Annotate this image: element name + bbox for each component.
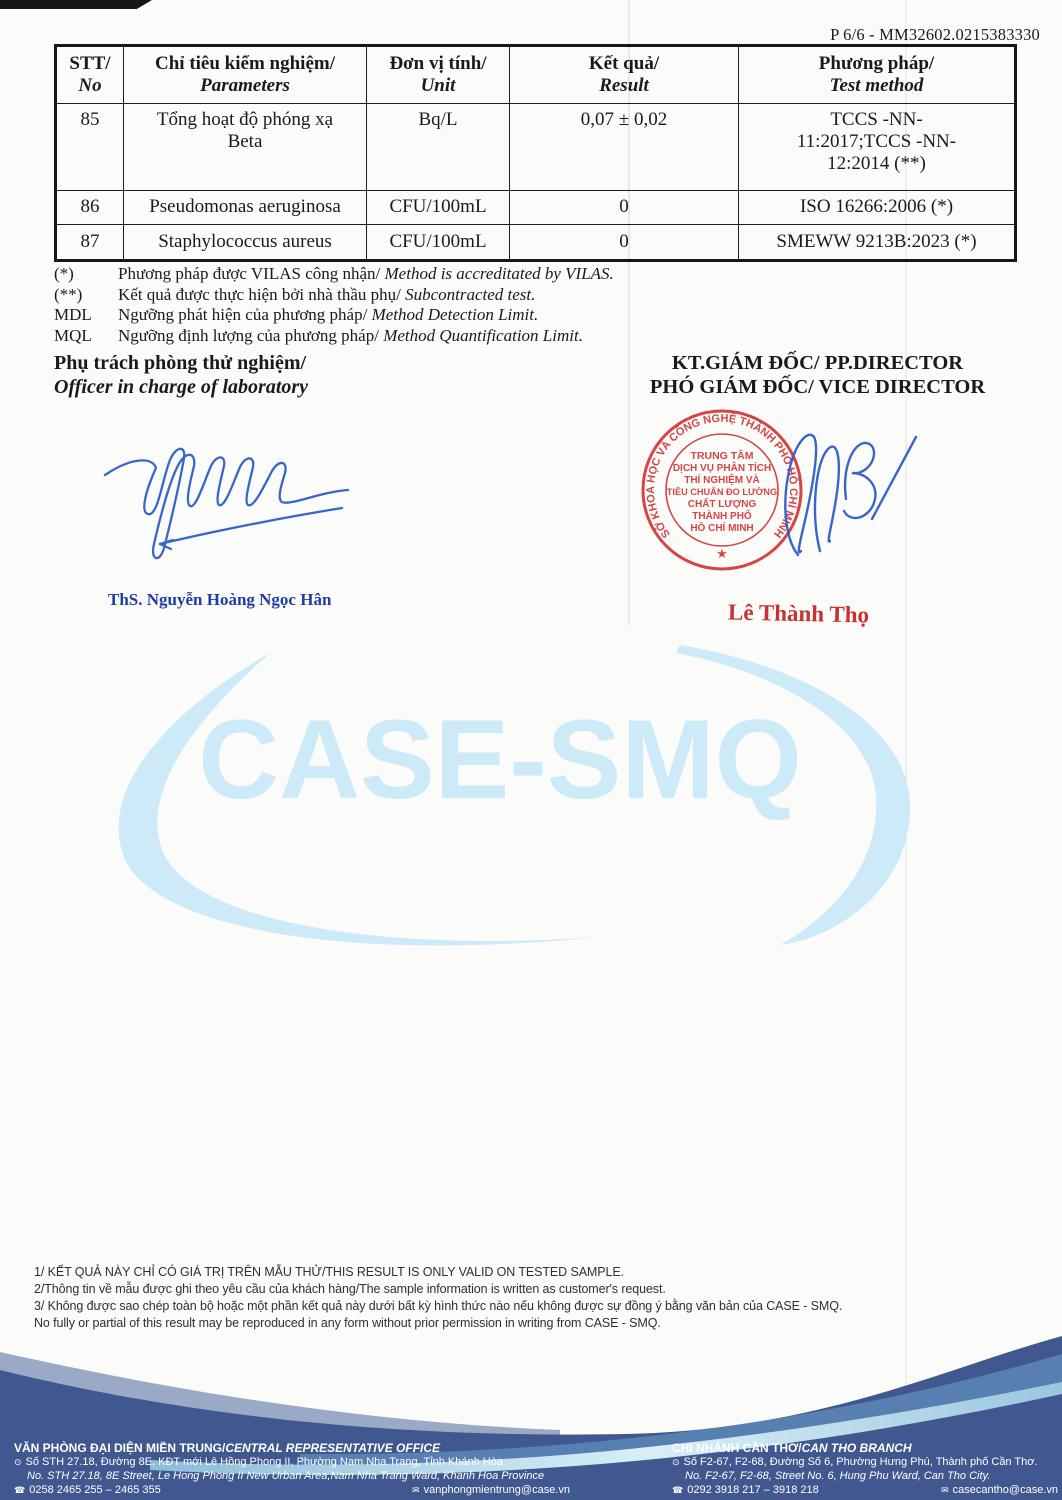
address-vn-text: Số STH 27.18, Đường 8E, KĐT mới Lê Hồng Phong II, Phường Nam Nha Trang, Tỉnh Khánh Hòa [25,1455,503,1468]
row-unit: CFU/100mL [389,196,487,218]
phone-icon: ☎ [672,1485,684,1496]
row-method: ISO 16266:2006 (*) [799,196,954,218]
col-header-parameter-vn: Chỉ tiêu kiểm nghiệm/ [155,52,335,74]
director-signature [770,415,930,565]
case-smq-watermark [40,615,980,960]
office-address-vn [14,1456,570,1471]
email-entry [941,1484,1058,1499]
table-row-86-no [57,191,124,225]
footnote-subcontracted [54,285,614,306]
office-title-en: CENTRAL REPRESENTATIVE OFFICE [225,1441,441,1455]
phone-number: 0292 3918 217 – 3918 218 [687,1483,819,1496]
table-row-87-no [57,225,124,259]
table-row-87-method [739,225,1014,259]
footnote-marker: MQL [54,325,92,345]
row-unit: CFU/100mL [389,230,487,252]
table-row-85-method [739,104,1014,191]
location-pin-icon: ⊙ [14,1457,22,1468]
footnote-marker: MDL [54,305,92,325]
note-line: 2/Thông tin về mẫu được ghi theo yêu cầu của khách hàng/The sample information is written as customer's request. [34,1282,666,1296]
footnote-en: Subcontracted test. [405,284,536,304]
stamp-center-line: DỊCH VỤ PHÂN TÍCH [672,463,772,474]
col-header-unit [367,47,510,104]
office-can-tho-branch [672,1442,1058,1498]
col-header-result [510,47,739,104]
stamp-center-line: THÍ NGHIỆM VÀ [684,475,760,486]
note-line: 1/ KẾT QUẢ NÀY CHỈ CÓ GIÁ TRỊ TRÊN MẪU THỬ/THIS RESULT IS ONLY VALID ON TESTED SAMPLE. [34,1265,624,1279]
table-row-87-result [510,225,739,259]
col-header-parameter-en: Parameters [200,75,290,96]
email-address: vanphongmientrung@case.vn [423,1483,570,1496]
office-title-vn: CHI NHÁNH CẦN THƠ/ [672,1441,802,1455]
director-title-line2: PHÓ GIÁM ĐỐC/ VICE DIRECTOR [649,375,986,398]
footnote-en: Method is accreditated by VILAS. [384,264,614,283]
phone-entry [672,1484,819,1499]
table-row-86-result [510,191,739,225]
note-line: No fully or partial of this result may be reproduced in any form without prior permission in writing from CASE - SMQ. [34,1316,661,1330]
director-name: Lê Thành Thọ [727,599,870,628]
phone-icon: ☎ [14,1485,26,1496]
table-row-85-parameter [124,104,367,191]
director-title [595,352,1040,400]
office-title-en: CAN THO BRANCH [801,1441,912,1455]
disclaimer-notes [34,1264,1034,1332]
page-reference-number: P 6/6 - MM32602.0215383330 [830,25,1040,44]
email-entry [412,1484,570,1499]
scan-artifact-corner [0,0,152,9]
footnote-mdl [54,305,614,326]
row-no: 85 [80,109,100,130]
stamp-ring-text: SỞ KHOA HỌC VÀ CÔNG NGHỆ THÀNH PHỐ HỒ CHÍ MINH [644,412,800,540]
officer-signature [90,420,370,570]
phone-number: 0258 2465 255 – 2465 355 [29,1483,161,1496]
table-row-86-parameter [124,191,367,225]
col-header-unit-vn: Đơn vị tính/ [389,52,487,74]
office-address-en: No. F2-67, F2-68, Street No. 6, Hung Phu Ward, Can Tho City. [685,1470,991,1482]
footnote-vilas [54,264,614,285]
stamp-center-line: HỒ CHÍ MINH [690,523,754,534]
footer [0,1330,1062,1500]
stamp-star-icon: ★ [716,546,728,561]
test-results-table [54,44,1017,262]
email-icon: ✉ [941,1485,949,1496]
row-result: 0 [619,230,629,252]
officer-title-en: Officer in charge of laboratory [54,375,309,398]
email-address: casecantho@case.vn [952,1483,1058,1496]
col-header-method-en: Test method [829,75,924,96]
office-central-representative [14,1442,570,1498]
footnote-marker: (*) [54,264,74,283]
stamp-center-line: TIÊU CHUẨN ĐO LƯỜNG [666,487,778,497]
address-vn-text: Số F2-67, F2-68, Đường Số 6, Phường Hưng Phú, Thành phố Cần Thơ. [683,1455,1038,1468]
row-no: 86 [80,196,100,218]
table-footnotes [54,264,614,346]
row-result: 0 [619,196,629,218]
col-header-result-en: Result [599,75,649,96]
officer-title-vn: Phụ trách phòng thử nghiệm/ [54,352,307,374]
col-header-method-vn: Phương pháp/ [818,52,935,74]
row-method: SMEWW 9213B:2023 (*) [776,230,977,252]
col-header-no-vn: STT/ [69,52,111,74]
phone-entry [14,1484,161,1499]
officer-title [54,352,308,399]
stamp-center-line: CHẤT LƯỢNG [687,499,757,510]
row-unit: Bq/L [418,109,458,130]
col-header-parameter [124,47,367,104]
email-icon: ✉ [412,1485,420,1496]
col-header-result-vn: Kết quả/ [588,52,660,74]
watermark-text: CASE-SMQ [198,697,802,822]
office-title-vn: VĂN PHÒNG ĐẠI DIỆN MIỀN TRUNG/ [14,1441,226,1455]
table-row-86-method [739,191,1014,225]
row-result: 0,07 ± 0,02 [580,109,668,130]
office-contact-row [672,1484,1058,1499]
office-address-vn [672,1456,1058,1471]
office-address-en: No. STH 27.18, 8E Street, Le Hong Phong II New Urban Area,Nam Nha Trang Ward, Khanh Hoa Province [27,1470,545,1482]
row-parameter: Staphylococcus aureus [158,230,332,252]
footnote-mql [54,326,614,347]
footnote-vn: Ngưỡng phát hiện của phương pháp/ [118,305,368,325]
office-contact-row [14,1484,570,1499]
office-title [672,1442,1058,1456]
table-row-85-no [57,104,124,191]
row-method: TCCS -NN- 11:2017;TCCS -NN- 12:2014 (**) [796,109,957,175]
table-row-85-result [510,104,739,191]
officer-name: ThS. Nguyễn Hoàng Ngọc Hân [108,590,332,609]
footnote-en: Method Quantification Limit. [383,325,583,345]
table-row-87-parameter [124,225,367,259]
table-row-85-unit [367,104,510,191]
stamp-center-line: THÀNH PHỐ [692,511,752,522]
footnote-en: Method Detection Limit. [371,305,539,325]
footnote-vn: Kết quả được thực hiện bởi nhà thầu phụ/ [118,284,401,304]
col-header-method [739,47,1014,104]
stamp-center-line: TRUNG TÂM [690,450,754,462]
footnote-marker: (**) [54,284,83,304]
footnote-vn: Ngưỡng định lượng của phương pháp/ [118,325,379,345]
note-line: 3/ Không được sao chép toàn bộ hoặc một phần kết quả này dưới bất kỳ hình thức nào nếu không được sự đồng ý bằng văn bản của CASE - SMQ. [34,1299,843,1313]
row-parameter: Pseudomonas aeruginosa [149,196,341,218]
director-title-line1: KT.GIÁM ĐỐC/ PP.DIRECTOR [671,352,964,374]
col-header-no [57,47,124,104]
row-parameter: Tổng hoạt độ phóng xạ Beta [156,109,334,153]
location-pin-icon: ⊙ [672,1457,680,1468]
table-row-87-unit [367,225,510,259]
col-header-no-en: No [78,75,102,96]
row-no: 87 [80,230,100,252]
col-header-unit-en: Unit [420,75,456,96]
office-title [14,1442,570,1456]
footnote-vn: Phương pháp được VILAS công nhận/ [118,264,381,283]
table-row-86-unit [367,191,510,225]
